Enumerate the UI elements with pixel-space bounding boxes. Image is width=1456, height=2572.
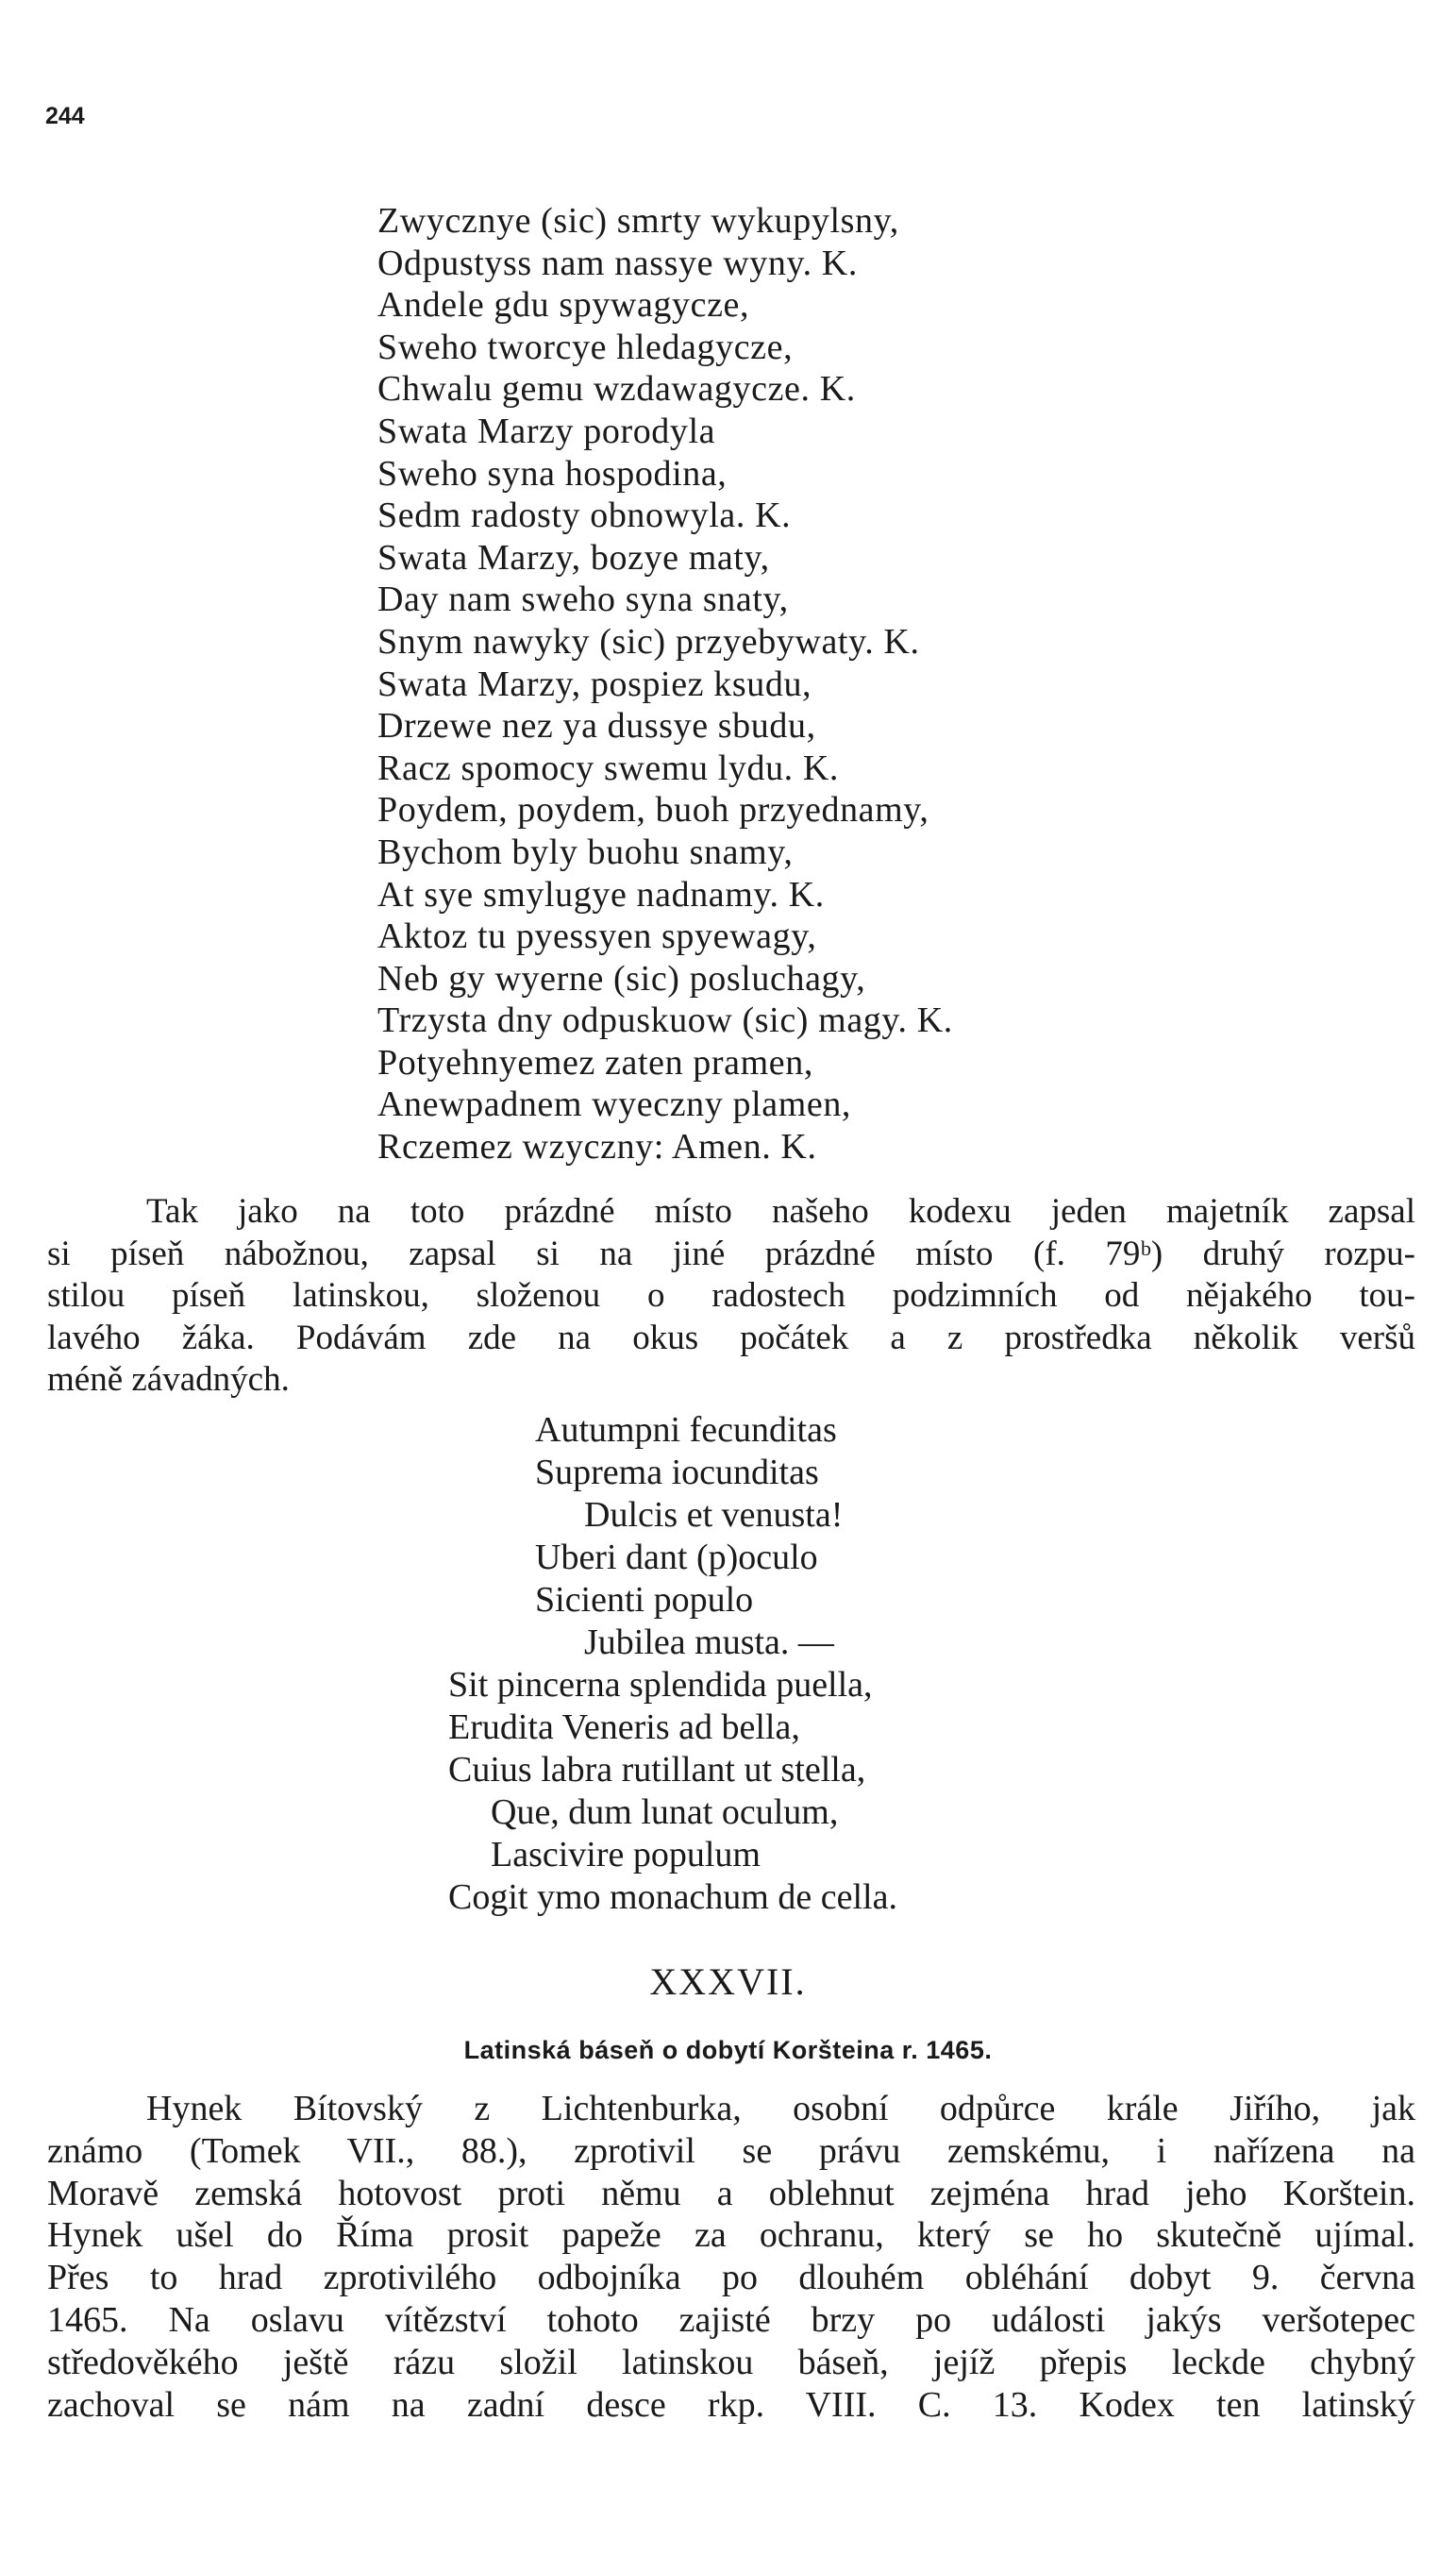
poem-line: Snym nawyky (sic) przyebywaty. K.: [377, 621, 920, 662]
paragraph-line: Hynek Bítovský z Lichtenburka, osobní odpůrce krále Jiřího, jak: [146, 2089, 1415, 2128]
poem-line: Drzewe nez ya dussye sbudu,: [377, 706, 816, 747]
poem-line: Sweho tworcye hledagycze,: [377, 327, 794, 367]
poem-line: Chwalu gemu wzdawagycze. K.: [377, 369, 856, 410]
poem-line: Andele gdu spywagycze,: [377, 285, 750, 326]
poem-line: At sye smylugye nadnamy. K.: [377, 874, 825, 915]
poem-line: Rczemez wzyczny: Amen. K.: [377, 1127, 817, 1168]
poem-line: Swata Marzy, pospiez ksudu,: [377, 664, 812, 704]
poem-line: Poydem, poydem, buoh przyednamy,: [377, 790, 929, 831]
poem-line: Sweho syna hospodina,: [377, 453, 728, 494]
poem-line: Autumpni fecunditas: [535, 1410, 837, 1450]
poem-line: Que, dum lunat oculum,: [491, 1792, 839, 1832]
poem-line: Anewpadnem wyeczny plamen,: [377, 1084, 852, 1125]
poem-line: Sicienti populo: [535, 1580, 754, 1620]
section-number: XXXVII.: [649, 1960, 807, 2003]
poem-line: Dulcis et venusta!: [584, 1495, 844, 1535]
paragraph-line: si píseň nábožnou, zapsal si na jiné prázdné místo (f. 79ᵇ) druhý rozpu-: [47, 1234, 1415, 1273]
poem-line: Lascivire populum: [491, 1835, 761, 1874]
czech-poem: [377, 200, 1227, 1168]
intro-paragraph: [47, 1191, 1415, 1402]
section-title: Latinská báseň o dobytí Koršteina r. 1465.: [463, 2036, 993, 2064]
poem-line: Suprema iocunditas: [535, 1453, 819, 1492]
poem-line: Swata Marzy, bozye maty,: [377, 537, 770, 578]
latin-poem: [448, 1409, 1297, 1919]
poem-line: Cuius labra rutillant ut stella,: [448, 1750, 866, 1790]
poem-line: Jubilea musta. —: [584, 1622, 834, 1662]
main-paragraph: [47, 2088, 1415, 2426]
paragraph-line: lavého žáka. Podávám zde na okus počátek a z prostředka několik veršů: [47, 1318, 1415, 1357]
paragraph-line: méně závadných.: [47, 1360, 290, 1399]
paragraph-line: 1465. Na oslavu vítězství tohoto zajisté brzy po události jakýs veršotepec: [47, 2299, 1415, 2340]
paragraph-line: známo (Tomek VII., 88.), zprotivil se právu zemskému, i nařízena na: [47, 2130, 1415, 2171]
paragraph-line: středověkého ještě rázu složil latinskou báseň, jejíž přepis leckde chybný: [47, 2342, 1415, 2382]
poem-line: Trzysta dny odpuskuow (sic) magy. K.: [377, 1000, 953, 1041]
paragraph-line: Hynek ušel do Říma prosit papeže za ochranu, který se ho skutečně ujímal.: [47, 2215, 1415, 2256]
poem-line: Bychom byly buohu snamy,: [377, 832, 794, 872]
poem-line: Erudita Veneris ad bella,: [448, 1707, 800, 1747]
poem-line: Odpustyss nam nassye wyny. K.: [377, 243, 858, 283]
poem-line: Cogit ymo monachum de cella.: [448, 1877, 897, 1917]
paragraph-line: Moravě zemská hotovost proti němu a oblehnut zejména hrad jeho Korštein.: [47, 2173, 1415, 2213]
poem-line: Aktoz tu pyessyen spyewagy,: [377, 916, 817, 957]
poem-line: Swata Marzy porodyla: [377, 411, 716, 451]
poem-line: Sit pincerna splendida puella,: [448, 1665, 873, 1705]
poem-line: Potyehnyemez zaten pramen,: [377, 1042, 813, 1083]
page-number: 244: [45, 103, 85, 129]
poem-line: Sedm radosty obnowyla. K.: [377, 496, 792, 536]
paragraph-line: zachoval se nám na zadní desce rkp. VIII. C. 13. Kodex ten latinský: [47, 2384, 1415, 2425]
poem-line: Neb gy wyerne (sic) posluchagy,: [377, 958, 866, 999]
paragraph-line: stilou píseň latinskou, složenou o radostech podzimních od nějakého tou-: [47, 1276, 1415, 1315]
poem-line: Zwycznye (sic) smrty wykupylsny,: [377, 201, 899, 241]
paragraph-line: Tak jako na toto prázdné místo našeho kodexu jeden majetník zapsal: [146, 1192, 1415, 1231]
poem-line: Day nam sweho syna snaty,: [377, 580, 789, 620]
poem-line: Uberi dant (p)oculo: [535, 1538, 818, 1577]
poem-line: Racz spomocy swemu lydu. K.: [377, 748, 840, 788]
paragraph-line: Přes to hrad zprotivilého odbojníka po dlouhém obléhání dobyt 9. června: [47, 2258, 1415, 2298]
